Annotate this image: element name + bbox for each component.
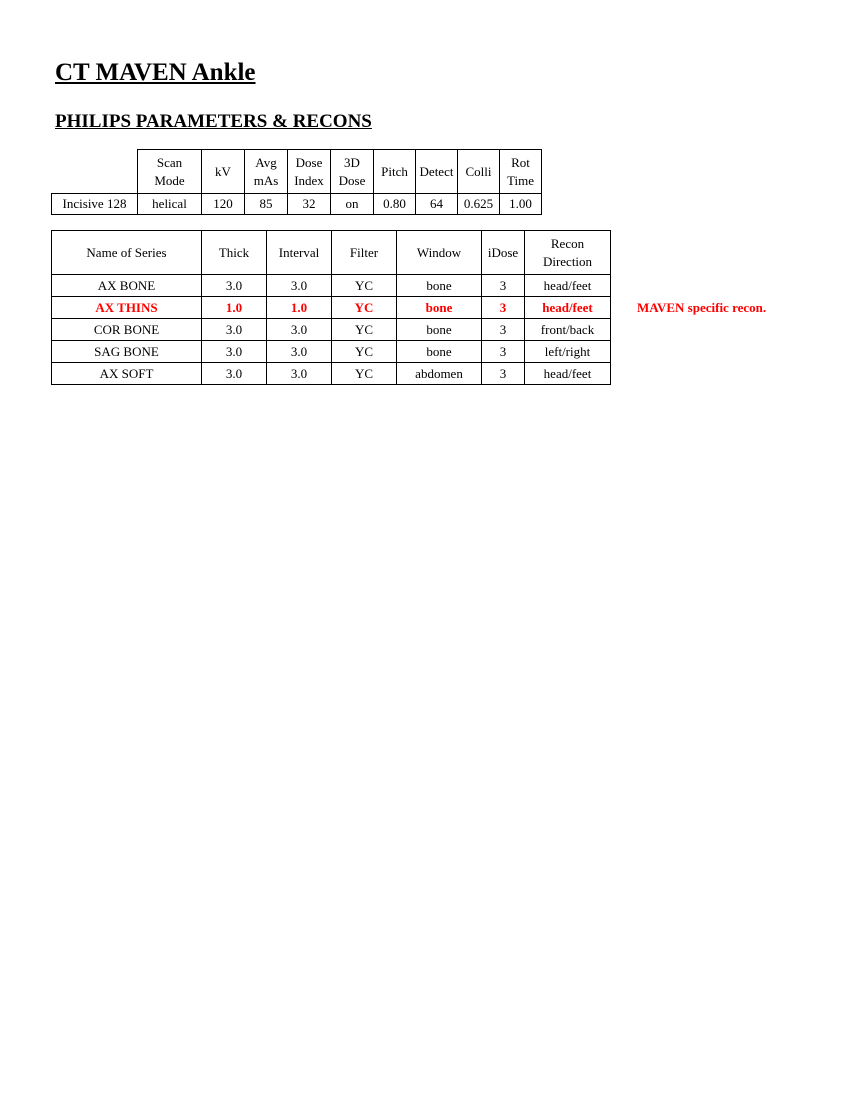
- interval-cell: 3.0: [267, 341, 332, 363]
- direction-cell: head/feet: [525, 297, 611, 319]
- scanner-model-cell: Incisive 128: [52, 194, 138, 215]
- pitch-cell: 0.80: [374, 194, 416, 215]
- idose-cell: 3: [482, 363, 525, 385]
- interval-cell: 1.0: [267, 297, 332, 319]
- window-cell: bone: [397, 297, 482, 319]
- thick-cell: 3.0: [202, 341, 267, 363]
- thick-cell: 3.0: [202, 363, 267, 385]
- window-cell: abdomen: [397, 363, 482, 385]
- dose-index-cell: 32: [288, 194, 331, 215]
- series-name-cell: AX THINS: [52, 297, 202, 319]
- recons-header-row: [52, 231, 611, 275]
- series-name-cell: AX BONE: [52, 275, 202, 297]
- idose-cell: 3: [482, 341, 525, 363]
- detect-cell: 64: [416, 194, 458, 215]
- filter-cell: YC: [332, 275, 397, 297]
- interval-cell: 3.0: [267, 275, 332, 297]
- filter-cell: YC: [332, 341, 397, 363]
- direction-cell: head/feet: [525, 275, 611, 297]
- thick-cell: 3.0: [202, 319, 267, 341]
- thick-cell: 3.0: [202, 275, 267, 297]
- col-header-thick: Thick: [202, 231, 267, 275]
- window-cell: bone: [397, 341, 482, 363]
- document-title: CT MAVEN Ankle: [55, 59, 256, 86]
- col-header-idose: iDose: [482, 231, 525, 275]
- col-header-colli: Colli: [458, 150, 500, 194]
- filter-cell: YC: [332, 297, 397, 319]
- avg-mas-cell: 85: [245, 194, 288, 215]
- col-header-filter: Filter: [332, 231, 397, 275]
- col-header-3d-dose: 3D Dose: [331, 150, 374, 194]
- col-header-series-name: Name of Series: [52, 231, 202, 275]
- col-header-detect: Detect: [416, 150, 458, 194]
- series-name-cell: SAG BONE: [52, 341, 202, 363]
- window-cell: bone: [397, 319, 482, 341]
- col-header-rot-time: Rot Time: [500, 150, 542, 194]
- rot-time-cell: 1.00: [500, 194, 542, 215]
- recons-table: [51, 230, 611, 385]
- kv-cell: 120: [202, 194, 245, 215]
- col-header-pitch: Pitch: [374, 150, 416, 194]
- col-header-dose-index: Dose Index: [288, 150, 331, 194]
- interval-cell: 3.0: [267, 363, 332, 385]
- window-cell: bone: [397, 275, 482, 297]
- params-header-row: [52, 150, 542, 194]
- col-header-scan-mode: Scan Mode: [138, 150, 202, 194]
- maven-recon-note: MAVEN specific recon.: [637, 300, 767, 315]
- params-corner-cell: [52, 150, 138, 194]
- series-name-cell: AX SOFT: [52, 363, 202, 385]
- colli-cell: 0.625: [458, 194, 500, 215]
- col-header-interval: Interval: [267, 231, 332, 275]
- scan-parameters-table: [51, 149, 542, 215]
- series-name-cell: COR BONE: [52, 319, 202, 341]
- interval-cell: 3.0: [267, 319, 332, 341]
- idose-cell: 3: [482, 297, 525, 319]
- filter-cell: YC: [332, 363, 397, 385]
- col-header-recon-direction: Recon Direction: [525, 231, 611, 275]
- table-row: [52, 319, 611, 341]
- direction-cell: head/feet: [525, 363, 611, 385]
- col-header-window: Window: [397, 231, 482, 275]
- table-row-highlighted: [52, 297, 611, 319]
- thick-cell: 1.0: [202, 297, 267, 319]
- col-header-avg-mas: Avg mAs: [245, 150, 288, 194]
- section-title: PHILIPS PARAMETERS & RECONS: [55, 111, 372, 132]
- scan-mode-cell: helical: [138, 194, 202, 215]
- table-row: [52, 363, 611, 385]
- direction-cell: front/back: [525, 319, 611, 341]
- table-row: [52, 341, 611, 363]
- idose-cell: 3: [482, 275, 525, 297]
- direction-cell: left/right: [525, 341, 611, 363]
- 3d-dose-cell: on: [331, 194, 374, 215]
- filter-cell: YC: [332, 319, 397, 341]
- table-row: [52, 275, 611, 297]
- col-header-kv: kV: [202, 150, 245, 194]
- params-data-row: [52, 194, 542, 215]
- idose-cell: 3: [482, 319, 525, 341]
